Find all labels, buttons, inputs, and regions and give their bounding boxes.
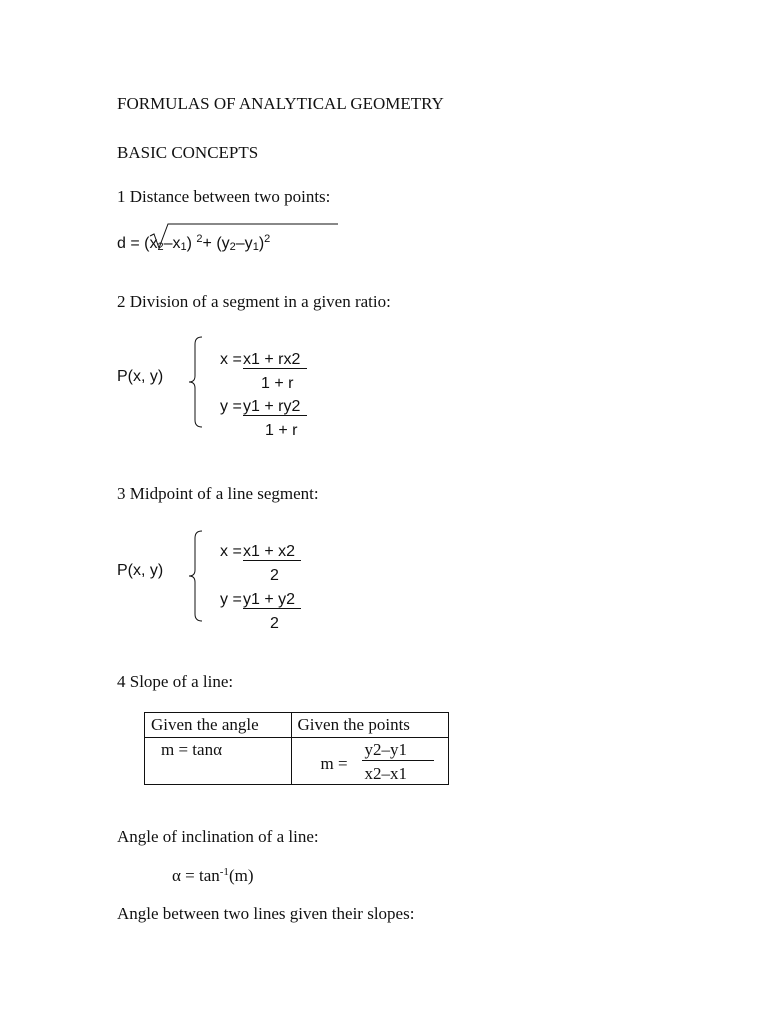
midpoint-y-eq: y = xyxy=(220,591,242,608)
division-x-denominator: 1 + r xyxy=(261,375,294,392)
slope-table-header-row xyxy=(145,713,449,738)
midpoint-y-denominator: 2 xyxy=(270,615,279,632)
inclination-formula-main: α = tan xyxy=(172,866,220,885)
slope-heading: 4 Slope of a line: xyxy=(117,672,234,691)
midpoint-x-numerator: x1 + x2 xyxy=(243,543,296,560)
division-x-eq: x = xyxy=(220,351,242,368)
division-y-fraction-bar xyxy=(243,415,307,416)
distance-lhs: d = ( xyxy=(117,235,150,252)
inclination-heading: Angle of inclination of a line: xyxy=(117,827,319,846)
distance-x1-sub: 1 xyxy=(180,241,187,253)
slope-points-formula-cell xyxy=(291,738,448,785)
division-point-label: P(x, y) xyxy=(117,368,164,385)
midpoint-point-label: P(x, y) xyxy=(117,562,164,579)
slope-header-points: Given the points xyxy=(291,713,448,738)
midpoint-heading: 3 Midpoint of a line segment: xyxy=(117,484,319,503)
slope-table xyxy=(144,712,449,785)
division-y-eq: y = xyxy=(220,398,242,415)
document-title: FORMULAS OF ANALYTICAL GEOMETRY xyxy=(117,94,444,113)
distance-close1: ) xyxy=(186,235,197,252)
midpoint-y-numerator: y1 + y2 xyxy=(243,591,296,608)
midpoint-x-eq: x = xyxy=(220,543,242,560)
midpoint-brace xyxy=(188,530,208,622)
distance-x2: x xyxy=(149,235,158,252)
slope-points-denominator: x2–x1 xyxy=(364,764,408,783)
division-y-denominator: 1 + r xyxy=(265,422,298,439)
distance-y2-sub: 2 xyxy=(229,241,236,253)
angle-between-heading: Angle between two lines given their slopes: xyxy=(117,904,415,923)
division-x-numerator: x1 + rx2 xyxy=(243,351,301,368)
slope-header-angle: Given the angle xyxy=(145,713,292,738)
distance-plus: + (y xyxy=(202,235,230,252)
division-brace xyxy=(188,336,208,428)
distance-x2-sub: 2 xyxy=(157,241,164,253)
distance-minus-x: –x xyxy=(163,235,181,252)
slope-angle-formula-cell xyxy=(145,738,292,785)
slope-points-numerator: y2–y1 xyxy=(364,740,408,759)
midpoint-x-fraction-bar xyxy=(243,560,301,561)
midpoint-x-denominator: 2 xyxy=(270,567,279,584)
distance-y1-sub: 1 xyxy=(252,241,259,253)
division-y-numerator: y1 + ry2 xyxy=(243,398,301,415)
distance-pow2: 2 xyxy=(264,233,271,245)
slope-points-fraction-bar xyxy=(362,760,434,761)
division-heading: 2 Division of a segment in a given ratio: xyxy=(117,292,391,311)
section-heading: BASIC CONCEPTS xyxy=(117,143,259,162)
division-x-fraction-bar xyxy=(243,368,307,369)
inclination-formula-arg: (m) xyxy=(228,866,254,885)
slope-angle-formula: m = tanα xyxy=(161,740,222,759)
distance-formula xyxy=(117,233,270,253)
distance-heading: 1 Distance between two points: xyxy=(117,187,331,206)
distance-pow1: 2 xyxy=(196,233,203,245)
inclination-formula-exponent: -1 xyxy=(219,866,229,878)
distance-minus-y: –y xyxy=(235,235,253,252)
inclination-formula xyxy=(172,866,253,886)
midpoint-y-fraction-bar xyxy=(243,608,301,609)
slope-points-m: m = xyxy=(320,754,348,773)
slope-table-formula-row xyxy=(145,738,449,785)
distance-close2: ) xyxy=(258,235,265,252)
